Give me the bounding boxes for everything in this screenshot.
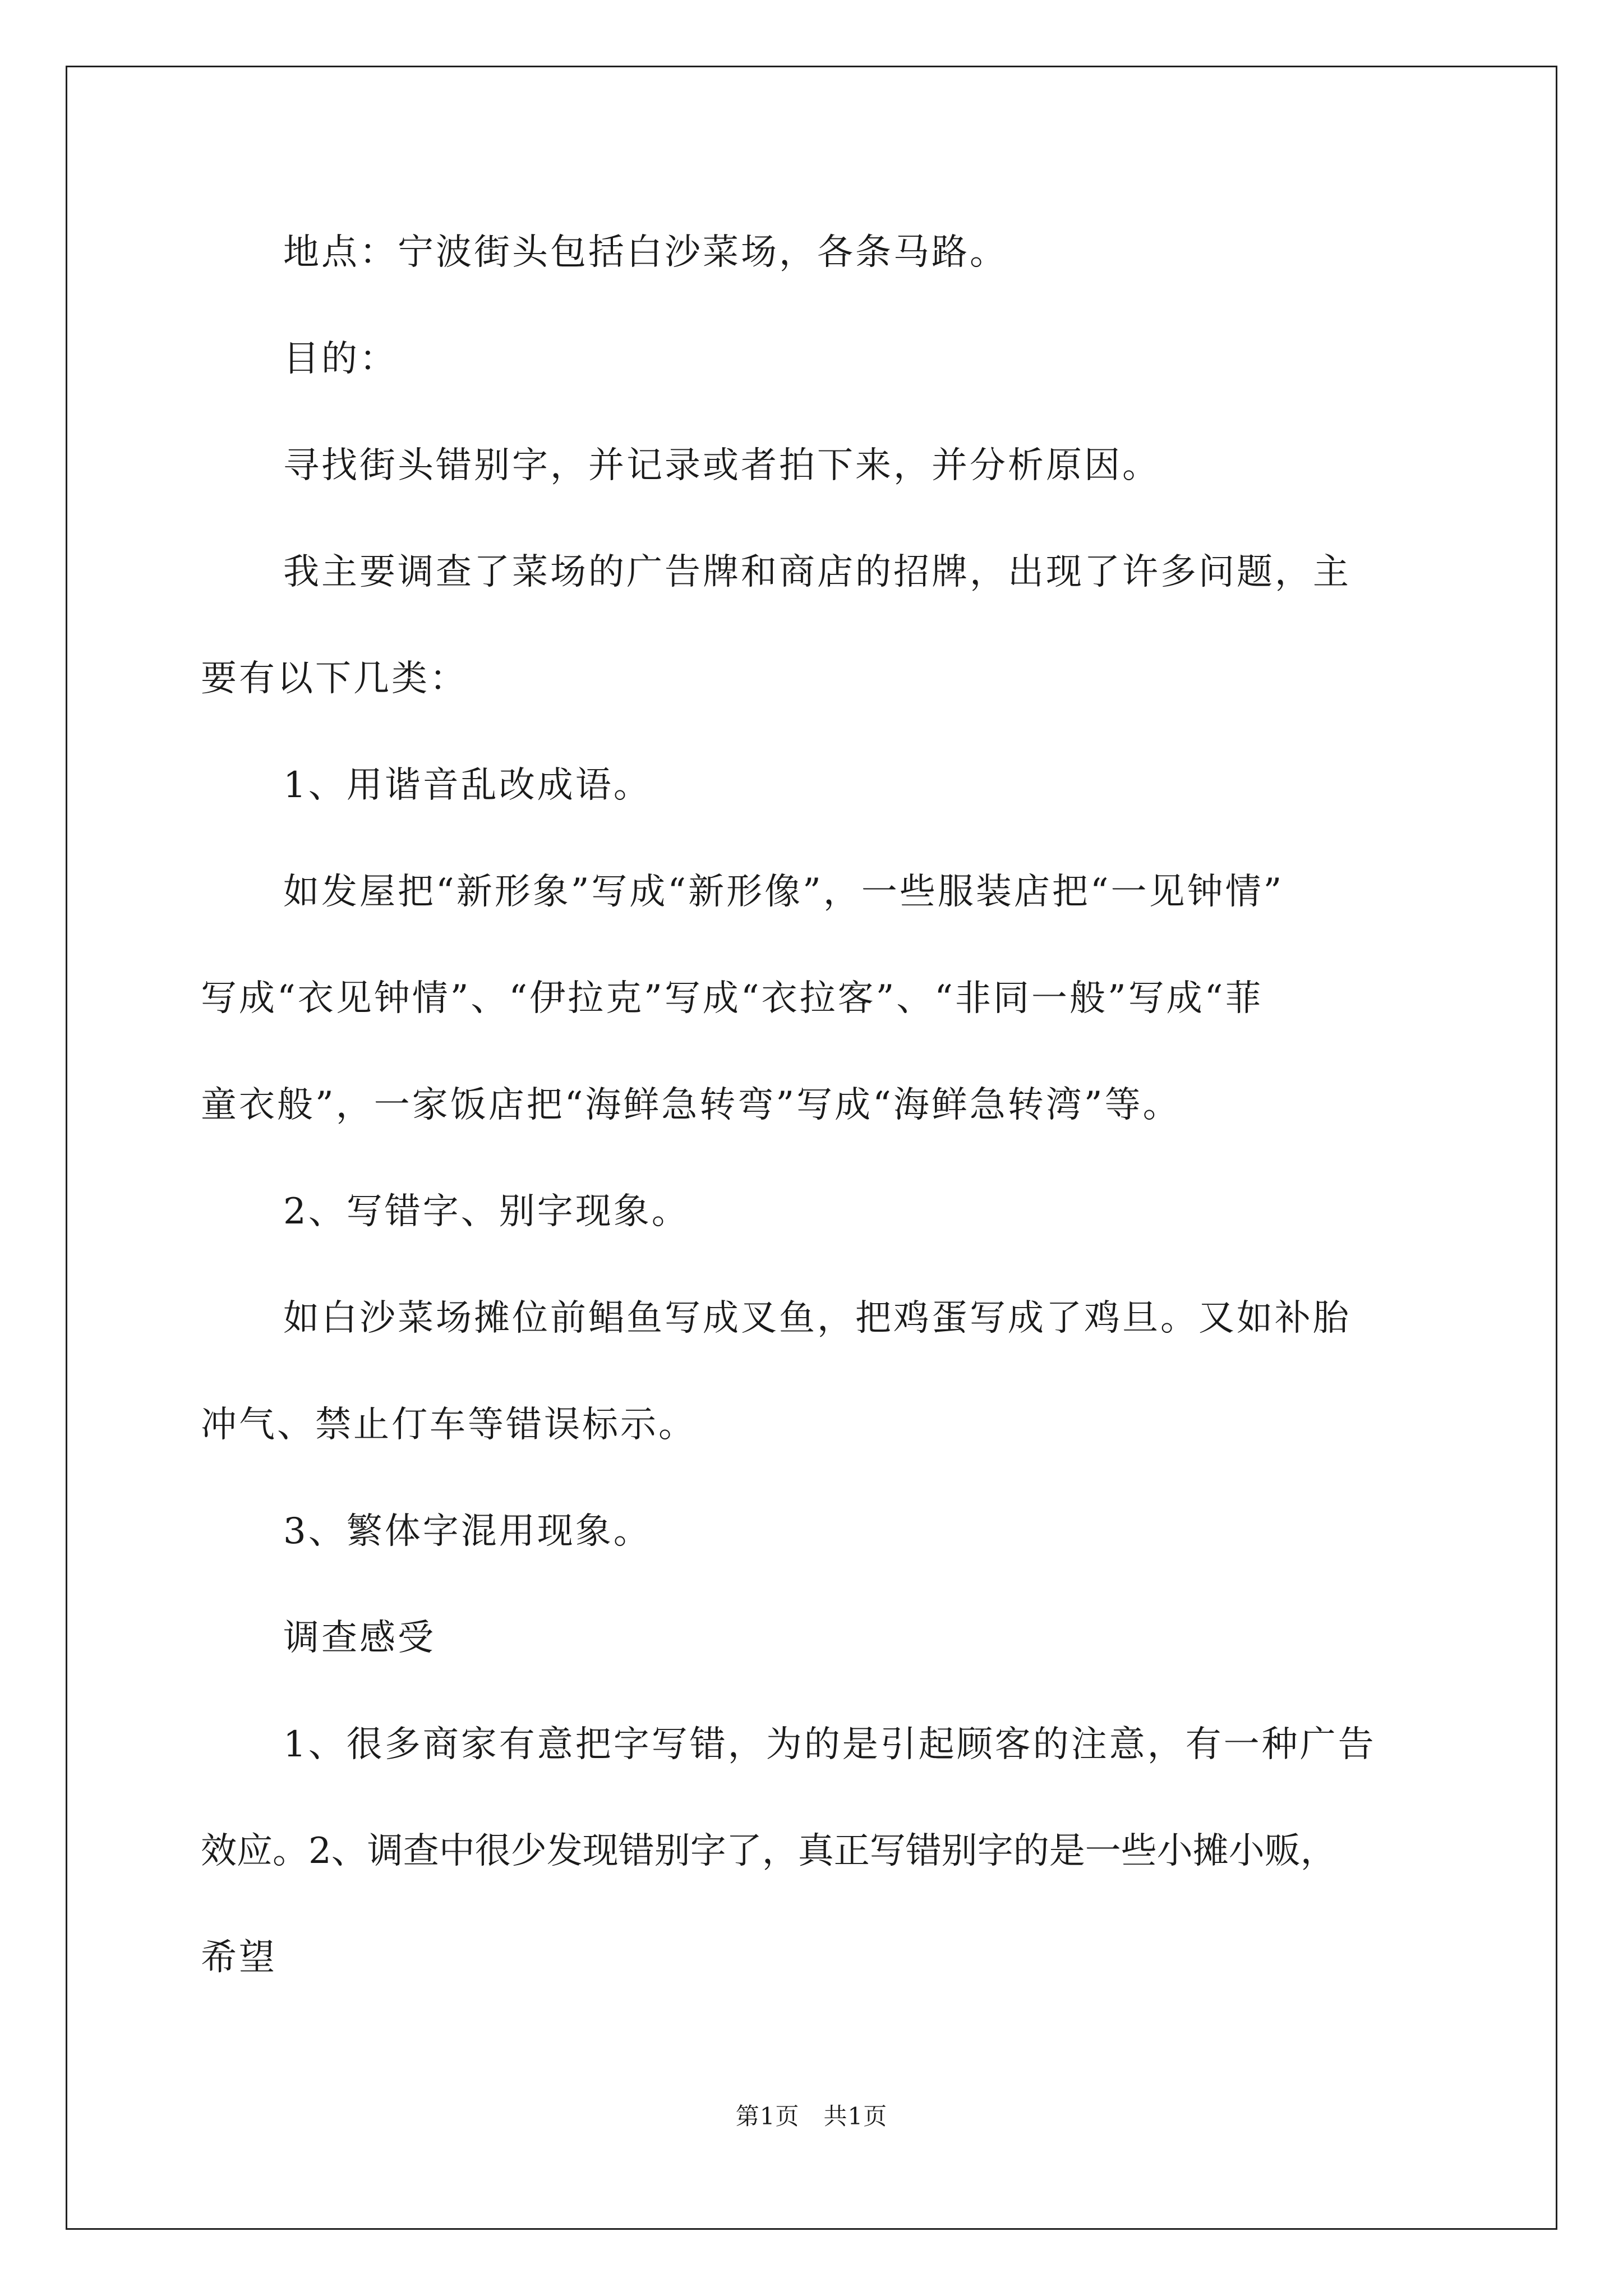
text-line-example-1a: 如发屋把“新形象”写成“新形像”，一些服装店把“一见钟情”	[283, 871, 1284, 913]
text-line-reflection-heading: 调查感受	[283, 1617, 436, 1659]
page-footer: 第1页 共1页	[735, 2102, 888, 2130]
text-line-reflection-2: 效应。2、调查中很少发现错别字了，真正写错别字的是一些小摊小贩，	[201, 1830, 1336, 1872]
text-line-example-2a: 如白沙菜场摊位前鲳鱼写成叉鱼，把鸡蛋写成了鸡旦。又如补胎	[283, 1297, 1351, 1339]
text-line-example-1b: 写成“衣见钟情”、“伊拉克”写成“衣拉客”、“非同一般”写成“菲	[201, 978, 1264, 1019]
text-line-item-1: 1、用谐音乱改成语。	[283, 765, 652, 806]
text-line-item-3: 3、繁体字混用现象。	[283, 1511, 652, 1552]
text-line-purpose-heading: 目的：	[283, 338, 398, 380]
text-line-example-1c: 童衣般”，一家饭店把“海鲜急转弯”写成“海鲜急转湾”等。	[201, 1084, 1181, 1126]
page-border	[66, 66, 1557, 2230]
text-line-survey-1: 我主要调查了菜场的广告牌和商店的招牌，出现了许多问题，主	[283, 551, 1351, 593]
text-line-example-2b: 冲气、禁止仃车等错误标示。	[201, 1404, 697, 1446]
text-line-location: 地点：宁波街头包括白沙菜场，各条马路。	[283, 232, 1008, 273]
text-line-reflection-3: 希望	[201, 1937, 277, 1978]
text-line-reflection-1: 1、很多商家有意把字写错，为的是引起顾客的注意，有一种广告	[283, 1724, 1376, 1765]
text-line-purpose: 寻找街头错别字，并记录或者拍下来，并分析原因。	[283, 445, 1160, 486]
text-line-survey-2: 要有以下几类：	[201, 658, 468, 700]
text-line-item-2: 2、写错字、别字现象。	[283, 1191, 690, 1232]
